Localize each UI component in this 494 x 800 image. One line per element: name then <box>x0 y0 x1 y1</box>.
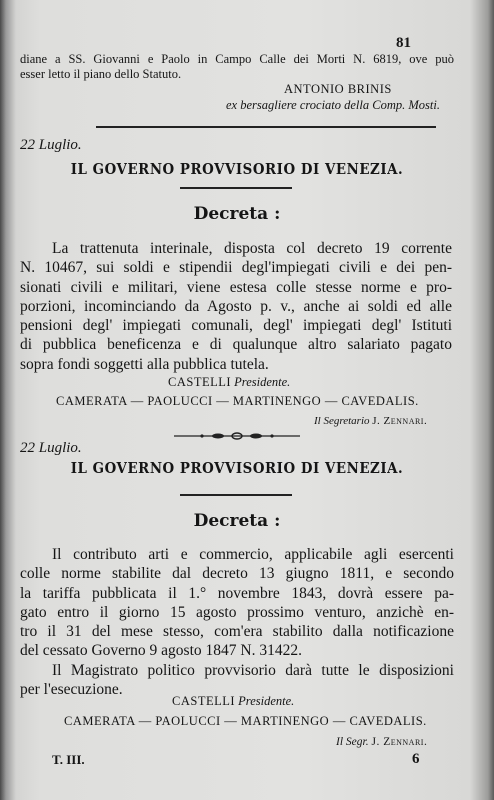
title-underline-1 <box>180 187 292 189</box>
decree-1-line: porzioni, incominciando da Agosto p. v., anche ai soldi ed alle <box>20 297 452 315</box>
notice-line-1: diane a SS. Giovanni e Paolo in Campo Calle dei Morti N. 6819, ove può <box>20 52 454 66</box>
decree-2-title: IL GOVERNO PROVVISORIO DI VENEZIA. <box>70 460 404 477</box>
decree-1-line: pensioni degl' impiegati comunali, degl' impiegati degl' Istituti <box>20 317 452 335</box>
decree-2-members: CAMERATA — PAOLUCCI — MARTINENGO — CAVEDALIS. <box>64 714 427 728</box>
ornament-divider <box>172 431 302 441</box>
decree-2-president <box>172 694 294 709</box>
notice-line-2: esser letto il piano dello Statuto. <box>20 67 182 81</box>
decree-2-line: gato entro il giorno 15 agosto prossimo venturo, anzichè en- <box>20 603 454 621</box>
notice-signer-name: ANTONIO BRINIS <box>284 82 392 96</box>
title-underline-2 <box>180 494 292 496</box>
separator-rule <box>96 126 436 128</box>
decree-1-line: di pubblica beneficenza e di qualunque altro salariato pagato <box>20 336 452 354</box>
decree-1-line: sopra fondi soggetti alla pubblica tutela. <box>20 355 269 373</box>
decree-1-line: sionati civili e militari, viene estesa colle stesse norme e pro- <box>20 278 452 296</box>
decree-1-title: IL GOVERNO PROVVISORIO DI VENEZIA. <box>70 161 404 178</box>
secretary-label: Il Segretario <box>314 415 370 427</box>
decree-2-line: colle norme stabilite dal decreto 13 giugno 1811, e secondo <box>20 565 454 583</box>
decree-2-line: tro il 31 del mese stesso, com'era stabilito dalla notificazione <box>20 623 454 641</box>
decree-1-heading: Decreta : <box>193 204 281 224</box>
decree-1-line: N. 10467, sui soldi e stipendii degl'impiegati civili e dei pen- <box>20 259 452 277</box>
decree-2-line: del cessato Governo 9 agosto 1847 N. 31422. <box>20 642 302 660</box>
decree-1-secretary <box>314 415 427 427</box>
decree-1-members: CAMERATA — PAOLUCCI — MARTINENGO — CAVEDALIS. <box>56 394 419 408</box>
secretary-label: Il Segr. <box>336 736 369 748</box>
volume-mark: T. III. <box>52 752 85 767</box>
decree-1-date: 22 Luglio. <box>20 137 82 153</box>
president-title: Presidente. <box>234 375 291 389</box>
president-title: Presidente. <box>238 694 295 708</box>
decree-1-president <box>168 375 290 390</box>
decree-2-line: Il Magistrato politico provvisorio darà tutte le disposizioni <box>52 661 454 679</box>
secretary-name: J. Zennari. <box>372 415 428 427</box>
decree-2-body <box>20 545 454 699</box>
president-name: CASTELLI <box>172 694 236 708</box>
decree-2-secretary <box>336 736 427 748</box>
notice-signer-role: ex bersagliere crociato della Comp. Mosti. <box>226 98 440 112</box>
page-number: 81 <box>396 35 411 51</box>
decree-1-body <box>20 239 452 374</box>
decree-2-date: 22 Luglio. <box>20 440 82 456</box>
signature-mark: 6 <box>412 751 420 767</box>
decree-2-line: Il contributo arti e commercio, applicabile agli esercenti <box>52 546 454 563</box>
decree-2-line: per l'esecuzione. <box>20 681 123 699</box>
president-name: CASTELLI <box>168 375 232 389</box>
decree-2-line: la tariffa pubblicata il 1.° novembre 1843, dovrà essere pa- <box>20 584 454 602</box>
decree-2-heading: Decreta : <box>193 511 281 531</box>
decree-1-line: La trattenuta interinale, disposta col decreto 19 corrente <box>52 240 452 257</box>
secretary-name: J. Zennari. <box>371 736 428 748</box>
